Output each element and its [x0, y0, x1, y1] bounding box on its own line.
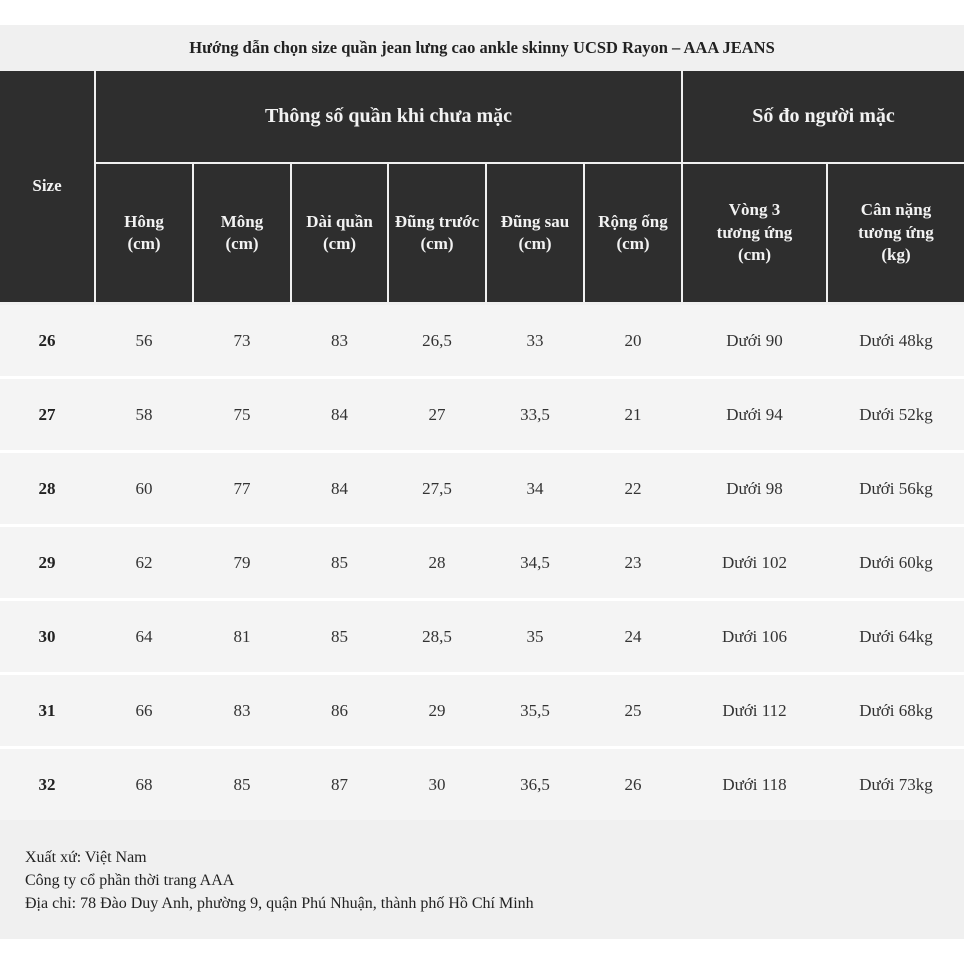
header-group-garment-label: Thông số quần khi chưa mặc — [264, 105, 513, 128]
table-row — [0, 305, 964, 376]
header-col-line: (cm) — [225, 234, 259, 253]
table-cell: Dưới 56kg — [859, 478, 933, 498]
footer-info — [25, 846, 534, 915]
table-cell: 25 — [624, 700, 642, 720]
table-cell: 86 — [331, 700, 348, 720]
header-col-6 — [585, 164, 681, 302]
header-group-body — [683, 71, 964, 162]
table-cell: 85 — [233, 774, 251, 794]
table-cell: 66 — [135, 700, 153, 720]
header-col-line: Rộng ống — [598, 211, 668, 231]
table-cell: 27,5 — [422, 478, 452, 498]
header-col-line: (cm) — [737, 245, 771, 265]
table-row — [0, 527, 964, 598]
table-cell: 73 — [233, 330, 251, 350]
header-col-line: Vòng 3 — [728, 200, 781, 220]
header-col-line: Mông — [220, 211, 264, 231]
header-group-body-label: Số đo người mặc — [752, 105, 895, 128]
table-cell: 34 — [526, 478, 544, 498]
table-cell: 26 — [624, 774, 642, 794]
table-cell: Dưới 102 — [722, 552, 787, 572]
header-col-8 — [828, 164, 964, 302]
table-cell: 22 — [624, 478, 642, 498]
chart-title: Hướng dẫn chọn size quần jean lưng cao ankle skinny UCSD Rayon – AAA JEANS — [189, 38, 775, 57]
footer-address: Địa chỉ: 78 Đào Duy Anh, phường 9, quận Phú Nhuận, thành phố Hồ Chí Minh — [25, 895, 534, 912]
table-cell: Dưới 98 — [726, 478, 783, 498]
header-col-line: (cm) — [420, 234, 454, 253]
header-col-1 — [96, 164, 192, 302]
row-size-cell: 26 — [38, 330, 56, 350]
table-cell: 33,5 — [520, 404, 550, 424]
row-size-cell: 28 — [38, 478, 56, 498]
table-row — [0, 379, 964, 450]
table-cell: 30 — [428, 774, 446, 794]
table-cell: 35 — [526, 626, 544, 646]
header-col-line: (cm) — [518, 234, 552, 253]
table-cell: 62 — [135, 552, 153, 572]
table-row — [0, 453, 964, 524]
header-col-line: (cm) — [322, 234, 357, 253]
table-cell: 56 — [135, 330, 153, 350]
header-col-3 — [292, 164, 387, 302]
header-col-line: Hông — [124, 211, 164, 231]
table-cell: 28 — [428, 552, 446, 572]
table-cell: 64 — [135, 626, 153, 646]
table-cell: 75 — [233, 404, 251, 424]
table-cell: 85 — [331, 552, 348, 572]
header-col-4 — [389, 164, 485, 302]
header-col-line: Đũng trước — [394, 211, 480, 231]
table-row — [0, 749, 964, 820]
header-col-2 — [194, 164, 290, 302]
header-col-line: (cm) — [127, 234, 161, 253]
table-cell: Dưới 48kg — [859, 330, 933, 350]
table-cell: Dưới 73kg — [859, 774, 933, 794]
header-size — [0, 71, 94, 302]
header-group-garment — [96, 71, 681, 162]
table-cell: 84 — [331, 404, 348, 424]
table-cell: Dưới 52kg — [859, 404, 933, 424]
table-cell: Dưới 68kg — [859, 700, 933, 720]
table-cell: 68 — [135, 774, 153, 794]
table-cell: 24 — [624, 626, 642, 646]
table-cell: 29 — [428, 700, 446, 720]
table-cell: 21 — [624, 404, 642, 424]
row-size-cell: 31 — [38, 700, 56, 720]
table-cell: 81 — [233, 626, 251, 646]
table-cell: 60 — [135, 478, 153, 498]
table-cell: 87 — [331, 774, 348, 794]
header-col-7 — [683, 164, 826, 302]
table-cell: 33 — [526, 330, 544, 350]
table-cell: 35,5 — [520, 700, 550, 720]
header-col-5 — [487, 164, 583, 302]
table-cell: 85 — [331, 626, 348, 646]
table-cell: Dưới 90 — [726, 330, 783, 350]
header-col-line: Dài quần — [306, 211, 373, 231]
table-cell: Dưới 94 — [726, 404, 783, 424]
table-cell: Dưới 118 — [722, 774, 787, 794]
table-cell: 34,5 — [520, 552, 550, 572]
table-cell: 23 — [624, 552, 642, 572]
table-cell: 26,5 — [422, 330, 452, 350]
table-cell: 27 — [428, 404, 446, 424]
header-col-line: (cm) — [616, 234, 650, 253]
table-cell: Dưới 112 — [722, 700, 787, 720]
table-cell: 20 — [624, 330, 642, 350]
table-cell: 36,5 — [520, 774, 550, 794]
table-cell: Dưới 64kg — [859, 626, 933, 646]
header-size-label: Size — [32, 176, 62, 196]
table-row — [0, 675, 964, 746]
table-cell: 84 — [331, 478, 348, 498]
header-col-line: tương ứng — [716, 222, 793, 242]
header-col-line: Cân nặng — [860, 200, 932, 220]
row-size-cell: 30 — [38, 626, 56, 646]
table-cell: Dưới 60kg — [859, 552, 933, 572]
footer-company: Công ty cổ phần thời trang AAA — [25, 872, 235, 889]
header-col-line: Đũng sau — [500, 211, 570, 231]
header-col-line: tương ứng — [858, 222, 934, 242]
table-cell: 58 — [135, 404, 153, 424]
table-cell: 28,5 — [422, 626, 452, 646]
table-cell: 83 — [233, 700, 251, 720]
row-size-cell: 27 — [38, 404, 56, 424]
table-cell: 77 — [233, 478, 251, 498]
table-row — [0, 601, 964, 672]
table-cell: 83 — [331, 330, 348, 350]
table-cell: 79 — [233, 552, 251, 572]
footer-origin: Xuất xứ: Việt Nam — [25, 849, 147, 866]
table-cell: Dưới 106 — [722, 626, 787, 646]
row-size-cell: 32 — [38, 774, 56, 794]
header-col-line: (kg) — [881, 245, 911, 265]
row-size-cell: 29 — [38, 552, 56, 572]
